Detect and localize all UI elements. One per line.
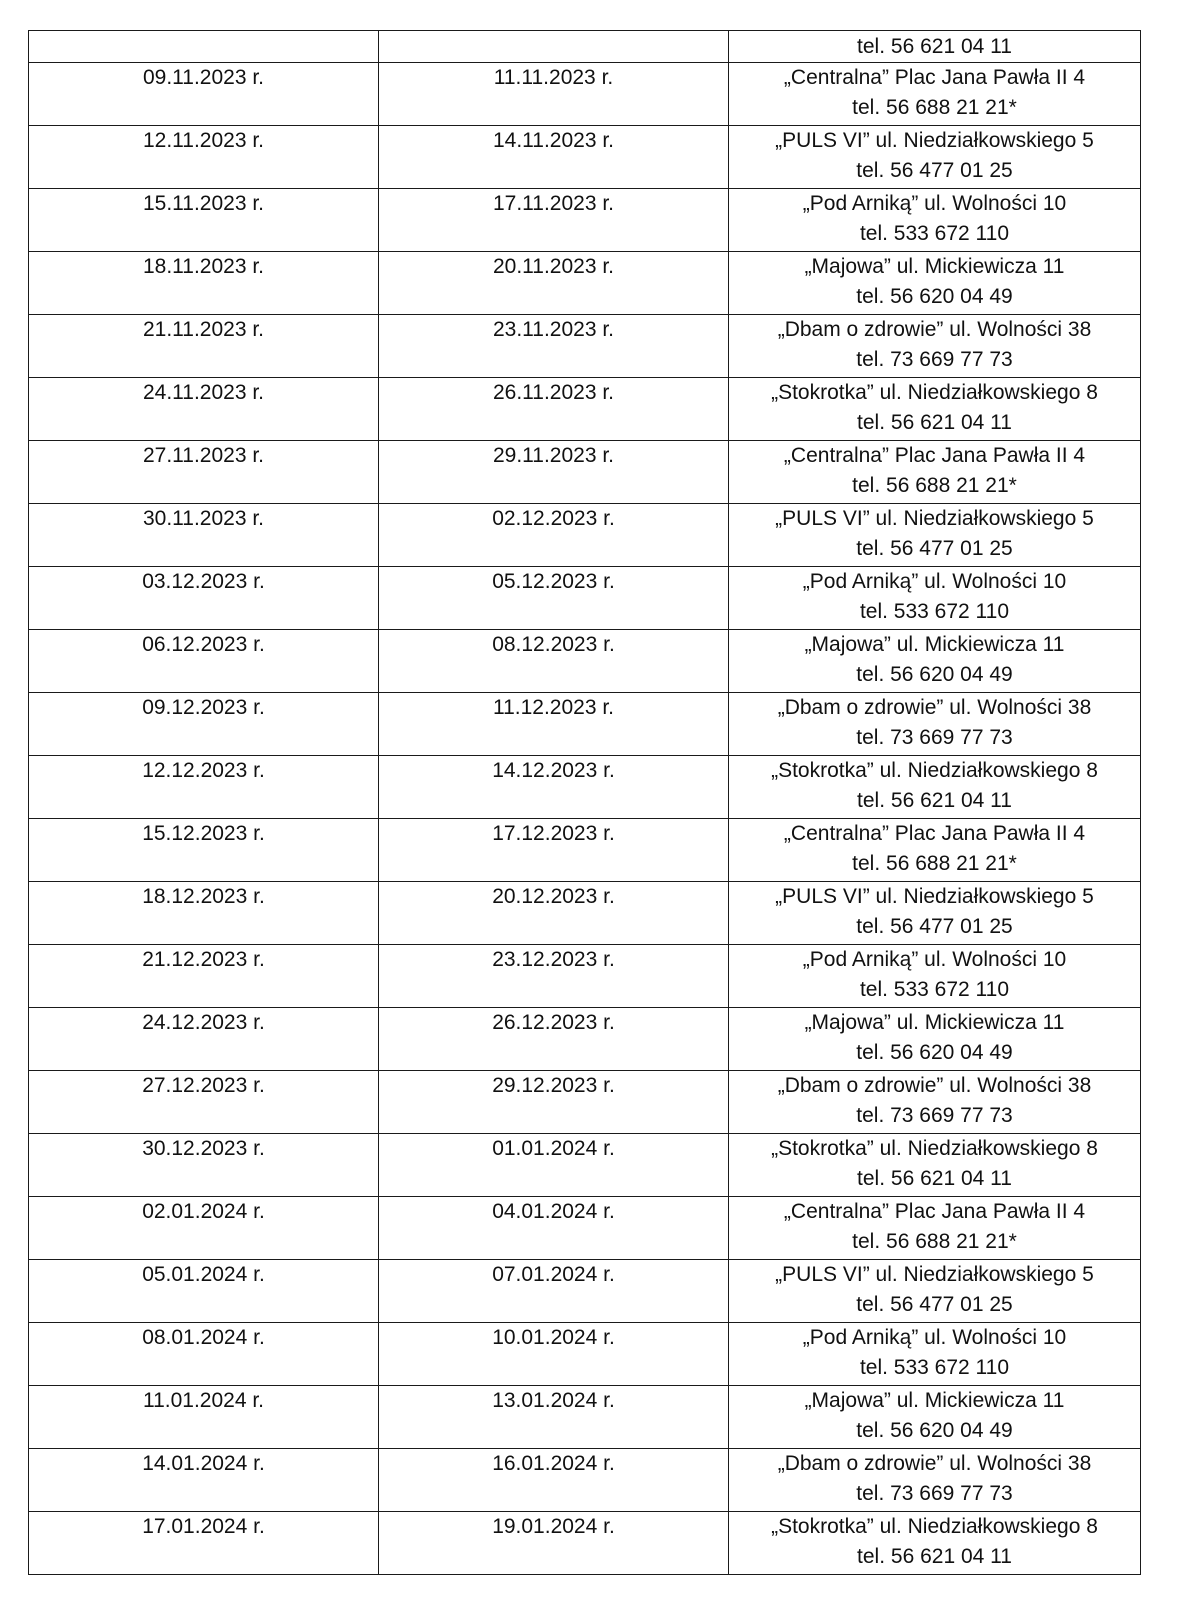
table-body (29, 31, 1141, 1575)
table-row (29, 1386, 1141, 1449)
pharmacy-phone: tel. 56 620 04 49 (856, 663, 1013, 686)
cell-pharmacy (729, 315, 1141, 378)
cell-date-from: 27.12.2023 r. (29, 1071, 379, 1134)
table-row (29, 1260, 1141, 1323)
table-row (29, 63, 1141, 126)
pharmacy-phone: tel. 56 477 01 25 (856, 537, 1013, 560)
table-row (29, 1512, 1141, 1575)
cell-date-to: 02.12.2023 r. (379, 504, 729, 567)
pharmacy-phone: tel. 56 621 04 11 (857, 35, 1012, 58)
cell-pharmacy (729, 945, 1141, 1008)
cell-date-to: 19.01.2024 r. (379, 1512, 729, 1575)
cell-date-to: 13.01.2024 r. (379, 1386, 729, 1449)
cell-pharmacy (729, 1197, 1141, 1260)
pharmacy-phone: tel. 56 620 04 49 (856, 1419, 1013, 1442)
cell-pharmacy (729, 1260, 1141, 1323)
table-row (29, 1008, 1141, 1071)
pharmacy-name-address: „PULS VI” ul. Niedziałkowskiego 5 (775, 1263, 1094, 1286)
pharmacy-phone: tel. 73 669 77 73 (856, 348, 1013, 371)
cell-pharmacy (729, 567, 1141, 630)
pharmacy-name-address: „Stokrotka” ul. Niedziałkowskiego 8 (771, 1137, 1098, 1160)
cell-date-from: 27.11.2023 r. (29, 441, 379, 504)
cell-date-from: 15.11.2023 r. (29, 189, 379, 252)
cell-date-from: 06.12.2023 r. (29, 630, 379, 693)
pharmacy-phone: tel. 56 688 21 21* (852, 96, 1017, 119)
cell-date-to: 26.11.2023 r. (379, 378, 729, 441)
table-row (29, 126, 1141, 189)
cell-pharmacy (729, 63, 1141, 126)
table-row (29, 1197, 1141, 1260)
cell-pharmacy (729, 756, 1141, 819)
cell-date-to: 23.11.2023 r. (379, 315, 729, 378)
table-row (29, 1449, 1141, 1512)
pharmacy-name-address: „Pod Arniką” ul. Wolności 10 (802, 570, 1067, 593)
cell-pharmacy (729, 504, 1141, 567)
table-row (29, 1071, 1141, 1134)
pharmacy-phone: tel. 56 620 04 49 (856, 285, 1013, 308)
cell-pharmacy (729, 1134, 1141, 1197)
cell-date-from: 30.11.2023 r. (29, 504, 379, 567)
cell-pharmacy (729, 378, 1141, 441)
pharmacy-phone: tel. 56 477 01 25 (856, 915, 1013, 938)
cell-date-to: 01.01.2024 r. (379, 1134, 729, 1197)
cell-date-to: 29.11.2023 r. (379, 441, 729, 504)
cell-date-from: 24.11.2023 r. (29, 378, 379, 441)
cell-date-from: 30.12.2023 r. (29, 1134, 379, 1197)
cell-date-from: 09.11.2023 r. (29, 63, 379, 126)
cell-date-from: 09.12.2023 r. (29, 693, 379, 756)
table-row (29, 189, 1141, 252)
cell-date-to: 08.12.2023 r. (379, 630, 729, 693)
pharmacy-name-address: „Stokrotka” ul. Niedziałkowskiego 8 (771, 759, 1098, 782)
pharmacy-phone: tel. 56 688 21 21* (852, 1230, 1017, 1253)
table-row (29, 945, 1141, 1008)
pharmacy-name-address: „Dbam o zdrowie” ul. Wolności 38 (777, 1074, 1092, 1097)
cell-date-to: 29.12.2023 r. (379, 1071, 729, 1134)
pharmacy-phone: tel. 56 621 04 11 (857, 1167, 1012, 1190)
cell-pharmacy (729, 1386, 1141, 1449)
pharmacy-phone: tel. 73 669 77 73 (856, 1482, 1013, 1505)
cell-date-to: 17.12.2023 r. (379, 819, 729, 882)
pharmacy-name-address: „Centralna” Plac Jana Pawła II 4 (783, 66, 1086, 89)
table-row (29, 693, 1141, 756)
cell-date-from: 08.01.2024 r. (29, 1323, 379, 1386)
cell-pharmacy (729, 1449, 1141, 1512)
cell-date-from: 18.11.2023 r. (29, 252, 379, 315)
cell-pharmacy (729, 1008, 1141, 1071)
cell-date-from (29, 31, 379, 63)
pharmacy-name-address: „Majowa” ul. Mickiewicza 11 (804, 633, 1065, 656)
cell-date-to: 26.12.2023 r. (379, 1008, 729, 1071)
table-row (29, 819, 1141, 882)
cell-date-from: 24.12.2023 r. (29, 1008, 379, 1071)
table-row (29, 882, 1141, 945)
pharmacy-phone: tel. 56 621 04 11 (857, 1545, 1012, 1568)
cell-date-to: 04.01.2024 r. (379, 1197, 729, 1260)
table-row (29, 1134, 1141, 1197)
cell-date-to: 20.11.2023 r. (379, 252, 729, 315)
cell-date-to: 20.12.2023 r. (379, 882, 729, 945)
pharmacy-phone: tel. 533 672 110 (859, 222, 1010, 245)
table-row (29, 441, 1141, 504)
table-row (29, 504, 1141, 567)
pharmacy-phone: tel. 56 688 21 21* (852, 474, 1017, 497)
cell-pharmacy (729, 252, 1141, 315)
cell-pharmacy (729, 1512, 1141, 1575)
cell-date-from: 12.12.2023 r. (29, 756, 379, 819)
table-row (29, 378, 1141, 441)
table-row (29, 1323, 1141, 1386)
cell-date-from: 21.11.2023 r. (29, 315, 379, 378)
cell-date-to: 14.11.2023 r. (379, 126, 729, 189)
cell-date-from: 11.01.2024 r. (29, 1386, 379, 1449)
cell-date-to (379, 31, 729, 63)
pharmacy-phone: tel. 56 688 21 21* (852, 852, 1017, 875)
cell-pharmacy (729, 882, 1141, 945)
pharmacy-name-address: „PULS VI” ul. Niedziałkowskiego 5 (775, 129, 1094, 152)
pharmacy-name-address: „Majowa” ul. Mickiewicza 11 (804, 1389, 1065, 1412)
cell-date-from: 21.12.2023 r. (29, 945, 379, 1008)
pharmacy-name-address: „Stokrotka” ul. Niedziałkowskiego 8 (771, 381, 1098, 404)
pharmacy-name-address: „Majowa” ul. Mickiewicza 11 (804, 1011, 1065, 1034)
pharmacy-name-address: „Dbam o zdrowie” ul. Wolności 38 (777, 696, 1092, 719)
pharmacy-phone: tel. 533 672 110 (859, 600, 1010, 623)
cell-date-to: 05.12.2023 r. (379, 567, 729, 630)
pharmacy-name-address: „Dbam o zdrowie” ul. Wolności 38 (777, 318, 1092, 341)
table-row (29, 252, 1141, 315)
table-row (29, 315, 1141, 378)
pharmacy-name-address: „Majowa” ul. Mickiewicza 11 (804, 255, 1065, 278)
cell-date-from: 14.01.2024 r. (29, 1449, 379, 1512)
cell-pharmacy (729, 31, 1141, 63)
pharmacy-phone: tel. 56 621 04 11 (857, 411, 1012, 434)
pharmacy-name-address: „PULS VI” ul. Niedziałkowskiego 5 (775, 885, 1094, 908)
pharmacy-phone: tel. 56 621 04 11 (857, 789, 1012, 812)
cell-pharmacy (729, 819, 1141, 882)
pharmacy-name-address: „Centralna” Plac Jana Pawła II 4 (783, 1200, 1086, 1223)
pharmacy-name-address: „Centralna” Plac Jana Pawła II 4 (783, 822, 1086, 845)
pharmacy-name-address: „Pod Arniką” ul. Wolności 10 (802, 948, 1067, 971)
cell-date-to: 16.01.2024 r. (379, 1449, 729, 1512)
pharmacy-phone: tel. 56 477 01 25 (856, 1293, 1013, 1316)
pharmacy-duty-table (28, 30, 1141, 1575)
pharmacy-name-address: „Pod Arniką” ul. Wolności 10 (802, 192, 1067, 215)
cell-pharmacy (729, 693, 1141, 756)
cell-date-from: 12.11.2023 r. (29, 126, 379, 189)
cell-date-to: 11.12.2023 r. (379, 693, 729, 756)
cell-date-to: 23.12.2023 r. (379, 945, 729, 1008)
cell-date-from: 18.12.2023 r. (29, 882, 379, 945)
cell-date-from: 03.12.2023 r. (29, 567, 379, 630)
cell-date-to: 11.11.2023 r. (379, 63, 729, 126)
cell-pharmacy (729, 1323, 1141, 1386)
table-row-continued (29, 31, 1141, 63)
pharmacy-phone: tel. 56 477 01 25 (856, 159, 1013, 182)
cell-date-to: 10.01.2024 r. (379, 1323, 729, 1386)
pharmacy-name-address: „Dbam o zdrowie” ul. Wolności 38 (777, 1452, 1092, 1475)
cell-date-from: 15.12.2023 r. (29, 819, 379, 882)
cell-pharmacy (729, 1071, 1141, 1134)
cell-date-to: 14.12.2023 r. (379, 756, 729, 819)
table-row (29, 756, 1141, 819)
cell-pharmacy (729, 441, 1141, 504)
pharmacy-phone: tel. 533 672 110 (859, 978, 1010, 1001)
pharmacy-name-address: „Stokrotka” ul. Niedziałkowskiego 8 (771, 1515, 1098, 1538)
cell-date-from: 17.01.2024 r. (29, 1512, 379, 1575)
pharmacy-phone: tel. 73 669 77 73 (856, 1104, 1013, 1127)
cell-pharmacy (729, 189, 1141, 252)
pharmacy-name-address: „PULS VI” ul. Niedziałkowskiego 5 (775, 507, 1094, 530)
cell-date-to: 17.11.2023 r. (379, 189, 729, 252)
cell-date-from: 05.01.2024 r. (29, 1260, 379, 1323)
cell-pharmacy (729, 630, 1141, 693)
table-row (29, 567, 1141, 630)
pharmacy-phone: tel. 533 672 110 (859, 1356, 1010, 1379)
pharmacy-name-address: „Pod Arniką” ul. Wolności 10 (802, 1326, 1067, 1349)
table-row (29, 630, 1141, 693)
cell-date-to: 07.01.2024 r. (379, 1260, 729, 1323)
pharmacy-phone: tel. 56 620 04 49 (856, 1041, 1013, 1064)
cell-pharmacy (729, 126, 1141, 189)
cell-date-from: 02.01.2024 r. (29, 1197, 379, 1260)
pharmacy-phone: tel. 73 669 77 73 (856, 726, 1013, 749)
pharmacy-name-address: „Centralna” Plac Jana Pawła II 4 (783, 444, 1086, 467)
